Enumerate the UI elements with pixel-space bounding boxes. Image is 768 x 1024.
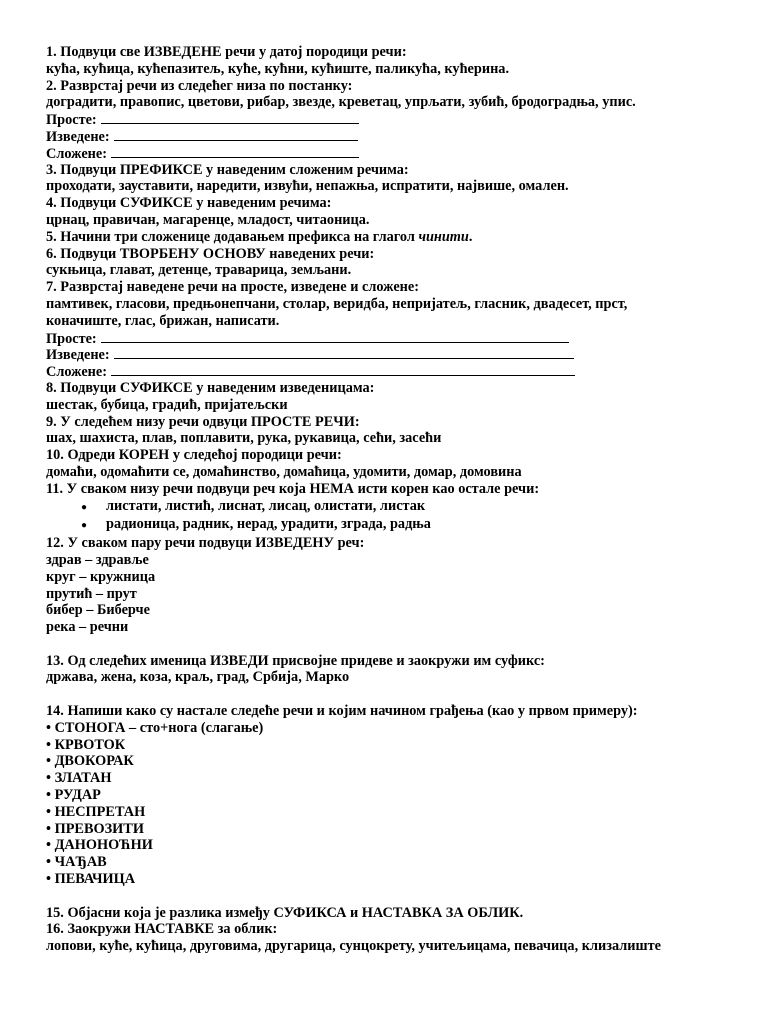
list-item: • КРВОТОК bbox=[46, 736, 126, 753]
question-11-title: 11. У сваком низу речи подвуци реч која НЕМА исти корен као остале речи: bbox=[46, 480, 540, 497]
answer-row-simple bbox=[46, 330, 736, 347]
list-item: • ЗЛАТАН bbox=[46, 770, 112, 787]
answer-row-simple bbox=[46, 111, 736, 128]
question-12-title: 12. У сваком пару речи подвуци ИЗВЕДЕНУ реч: bbox=[46, 535, 365, 552]
question-3-words: проходати, зауставити, наредити, извући, непажња, испратити, највише, омален. bbox=[46, 178, 569, 195]
question-4-title: 4. Подвуци СУФИКСЕ у наведеним речима: bbox=[46, 195, 332, 212]
word-pair: круг – кружница bbox=[46, 568, 156, 585]
bullet-icon: ● bbox=[80, 501, 88, 513]
question-5-verb: чинити bbox=[418, 228, 469, 245]
answer-blank-line[interactable] bbox=[114, 128, 358, 141]
list-item: • ПЕВАЧИЦА bbox=[46, 871, 136, 888]
answer-label: Изведене: bbox=[46, 347, 110, 364]
question-8-title: 8. Подвуци СУФИКСЕ у наведеним изведеницама: bbox=[46, 379, 375, 396]
question-13-words: држава, жена, коза, краљ, град, Србија, Марко bbox=[46, 669, 350, 686]
question-9-title: 9. У следећем низу речи одвуци ПРОСТЕ РЕЧИ: bbox=[46, 413, 360, 430]
list-item: • СТОНОГА – сто+нога (слагање) bbox=[46, 719, 264, 736]
answer-label: Просте: bbox=[46, 112, 97, 129]
question-15-title: 15. Објасни која је разлика између СУФИКСА и НАСТАВКА ЗА ОБЛИК. bbox=[46, 904, 524, 921]
answer-label: Сложене: bbox=[46, 145, 108, 162]
question-14-title: 14. Напиши како су настале следеће речи и којим начином грађења (као у првом примеру): bbox=[46, 703, 638, 720]
question-10-title: 10. Одреди КОРЕН у следећој породици речи: bbox=[46, 447, 342, 464]
word-pair: бибер – Биберче bbox=[46, 602, 150, 619]
list-item: • РУДАР bbox=[46, 787, 101, 804]
answer-label: Просте: bbox=[46, 330, 97, 347]
question-5-text: 5. Начини три сложенице додавањем префикса на глагол bbox=[46, 228, 419, 245]
question-16-words: лопови, куће, кућица, друговима, другарица, сунцокрету, учитељицама, певачица, клизалиште bbox=[46, 938, 661, 955]
question-7-words-line-2: коначиште, глас, брижан, написати. bbox=[46, 312, 280, 329]
question-9-words: шах, шахиста, плав, поплавити, рука, рукавица, сећи, засећи bbox=[46, 430, 442, 447]
question-6-words: сукњица, глават, детенце, траварица, земљани. bbox=[46, 262, 352, 279]
answer-blank-line[interactable] bbox=[111, 145, 359, 158]
question-8-words: шестак, бубица, градић, пријатељски bbox=[46, 396, 288, 413]
list-item: • ДВОКОРАК bbox=[46, 753, 134, 770]
answer-label: Изведене: bbox=[46, 128, 110, 145]
answer-blank-line[interactable] bbox=[101, 111, 359, 124]
question-13-title: 13. Од следећих именица ИЗВЕДИ присвојне придеве и заокружи им суфикс: bbox=[46, 652, 545, 669]
question-10-words: домаћи, одомаћити се, домаћинство, домаћица, удомити, домар, домовина bbox=[46, 463, 522, 480]
answer-label: Сложене: bbox=[46, 364, 108, 381]
question-4-words: црнац, правичан, магаренце, младост, читаоница. bbox=[46, 211, 370, 228]
question-5-period: . bbox=[468, 228, 473, 245]
answer-row-compound bbox=[46, 363, 736, 380]
question-1-title: 1. Подвуци све ИЗВЕДЕНЕ речи у датој породици речи: bbox=[46, 44, 407, 60]
list-item: • НЕСПРЕТАН bbox=[46, 803, 146, 820]
question-16-title: 16. Заокружи НАСТАВКЕ за облик: bbox=[46, 921, 278, 938]
list-item bbox=[46, 498, 736, 517]
question-7-words-line-1: памтивек, гласови, предњонепчани, столар, веридба, непријатељ, гласник, двадесет, прст, bbox=[46, 295, 628, 312]
question-6-title: 6. Подвуци ТВОРБЕНУ ОСНОВУ наведених речи: bbox=[46, 245, 375, 262]
list-item: • ДАНОНОЋНИ bbox=[46, 837, 153, 854]
spacer bbox=[46, 686, 736, 703]
list-item bbox=[46, 516, 736, 535]
question-3-title: 3. Подвуци ПРЕФИКСЕ у наведеним сложеним речима: bbox=[46, 161, 409, 178]
bullet-icon: ● bbox=[80, 520, 88, 532]
question-5-title bbox=[46, 229, 736, 246]
list-item: • ПРЕВОЗИТИ bbox=[46, 820, 144, 837]
answer-blank-line[interactable] bbox=[101, 330, 569, 343]
question-11-row-2: радионица, радник, нерад, урадити, зграда, радња bbox=[106, 516, 431, 533]
question-1-words: кућа, кућица, кућепазитељ, куће, кућни, кућиште, паликућа, кућерина. bbox=[46, 60, 510, 77]
answer-row-derived bbox=[46, 128, 736, 145]
worksheet bbox=[46, 44, 736, 955]
answer-blank-line[interactable] bbox=[114, 346, 574, 359]
question-7-title: 7. Разврстај наведене речи на просте, изведене и сложене: bbox=[46, 279, 420, 296]
word-pair: прутић – прут bbox=[46, 585, 137, 602]
question-2-words: доградити, правопис, цветови, рибар, звезде, креветац, упрљати, зубић, бродоградња, упис. bbox=[46, 94, 636, 111]
answer-blank-line[interactable] bbox=[111, 363, 575, 376]
answer-row-compound bbox=[46, 145, 736, 162]
word-pair: здрав – здравље bbox=[46, 551, 149, 568]
question-2-title: 2. Разврстај речи из следећег низа по постанку: bbox=[46, 77, 353, 94]
answer-row-derived bbox=[46, 346, 736, 363]
word-pair: река – речни bbox=[46, 619, 129, 636]
list-item: • ЧАЂАВ bbox=[46, 854, 107, 871]
question-11-row-1: листати, листић, лиснат, лисац, олистати, листак bbox=[106, 497, 426, 514]
spacer bbox=[46, 888, 736, 905]
spacer bbox=[46, 636, 736, 653]
